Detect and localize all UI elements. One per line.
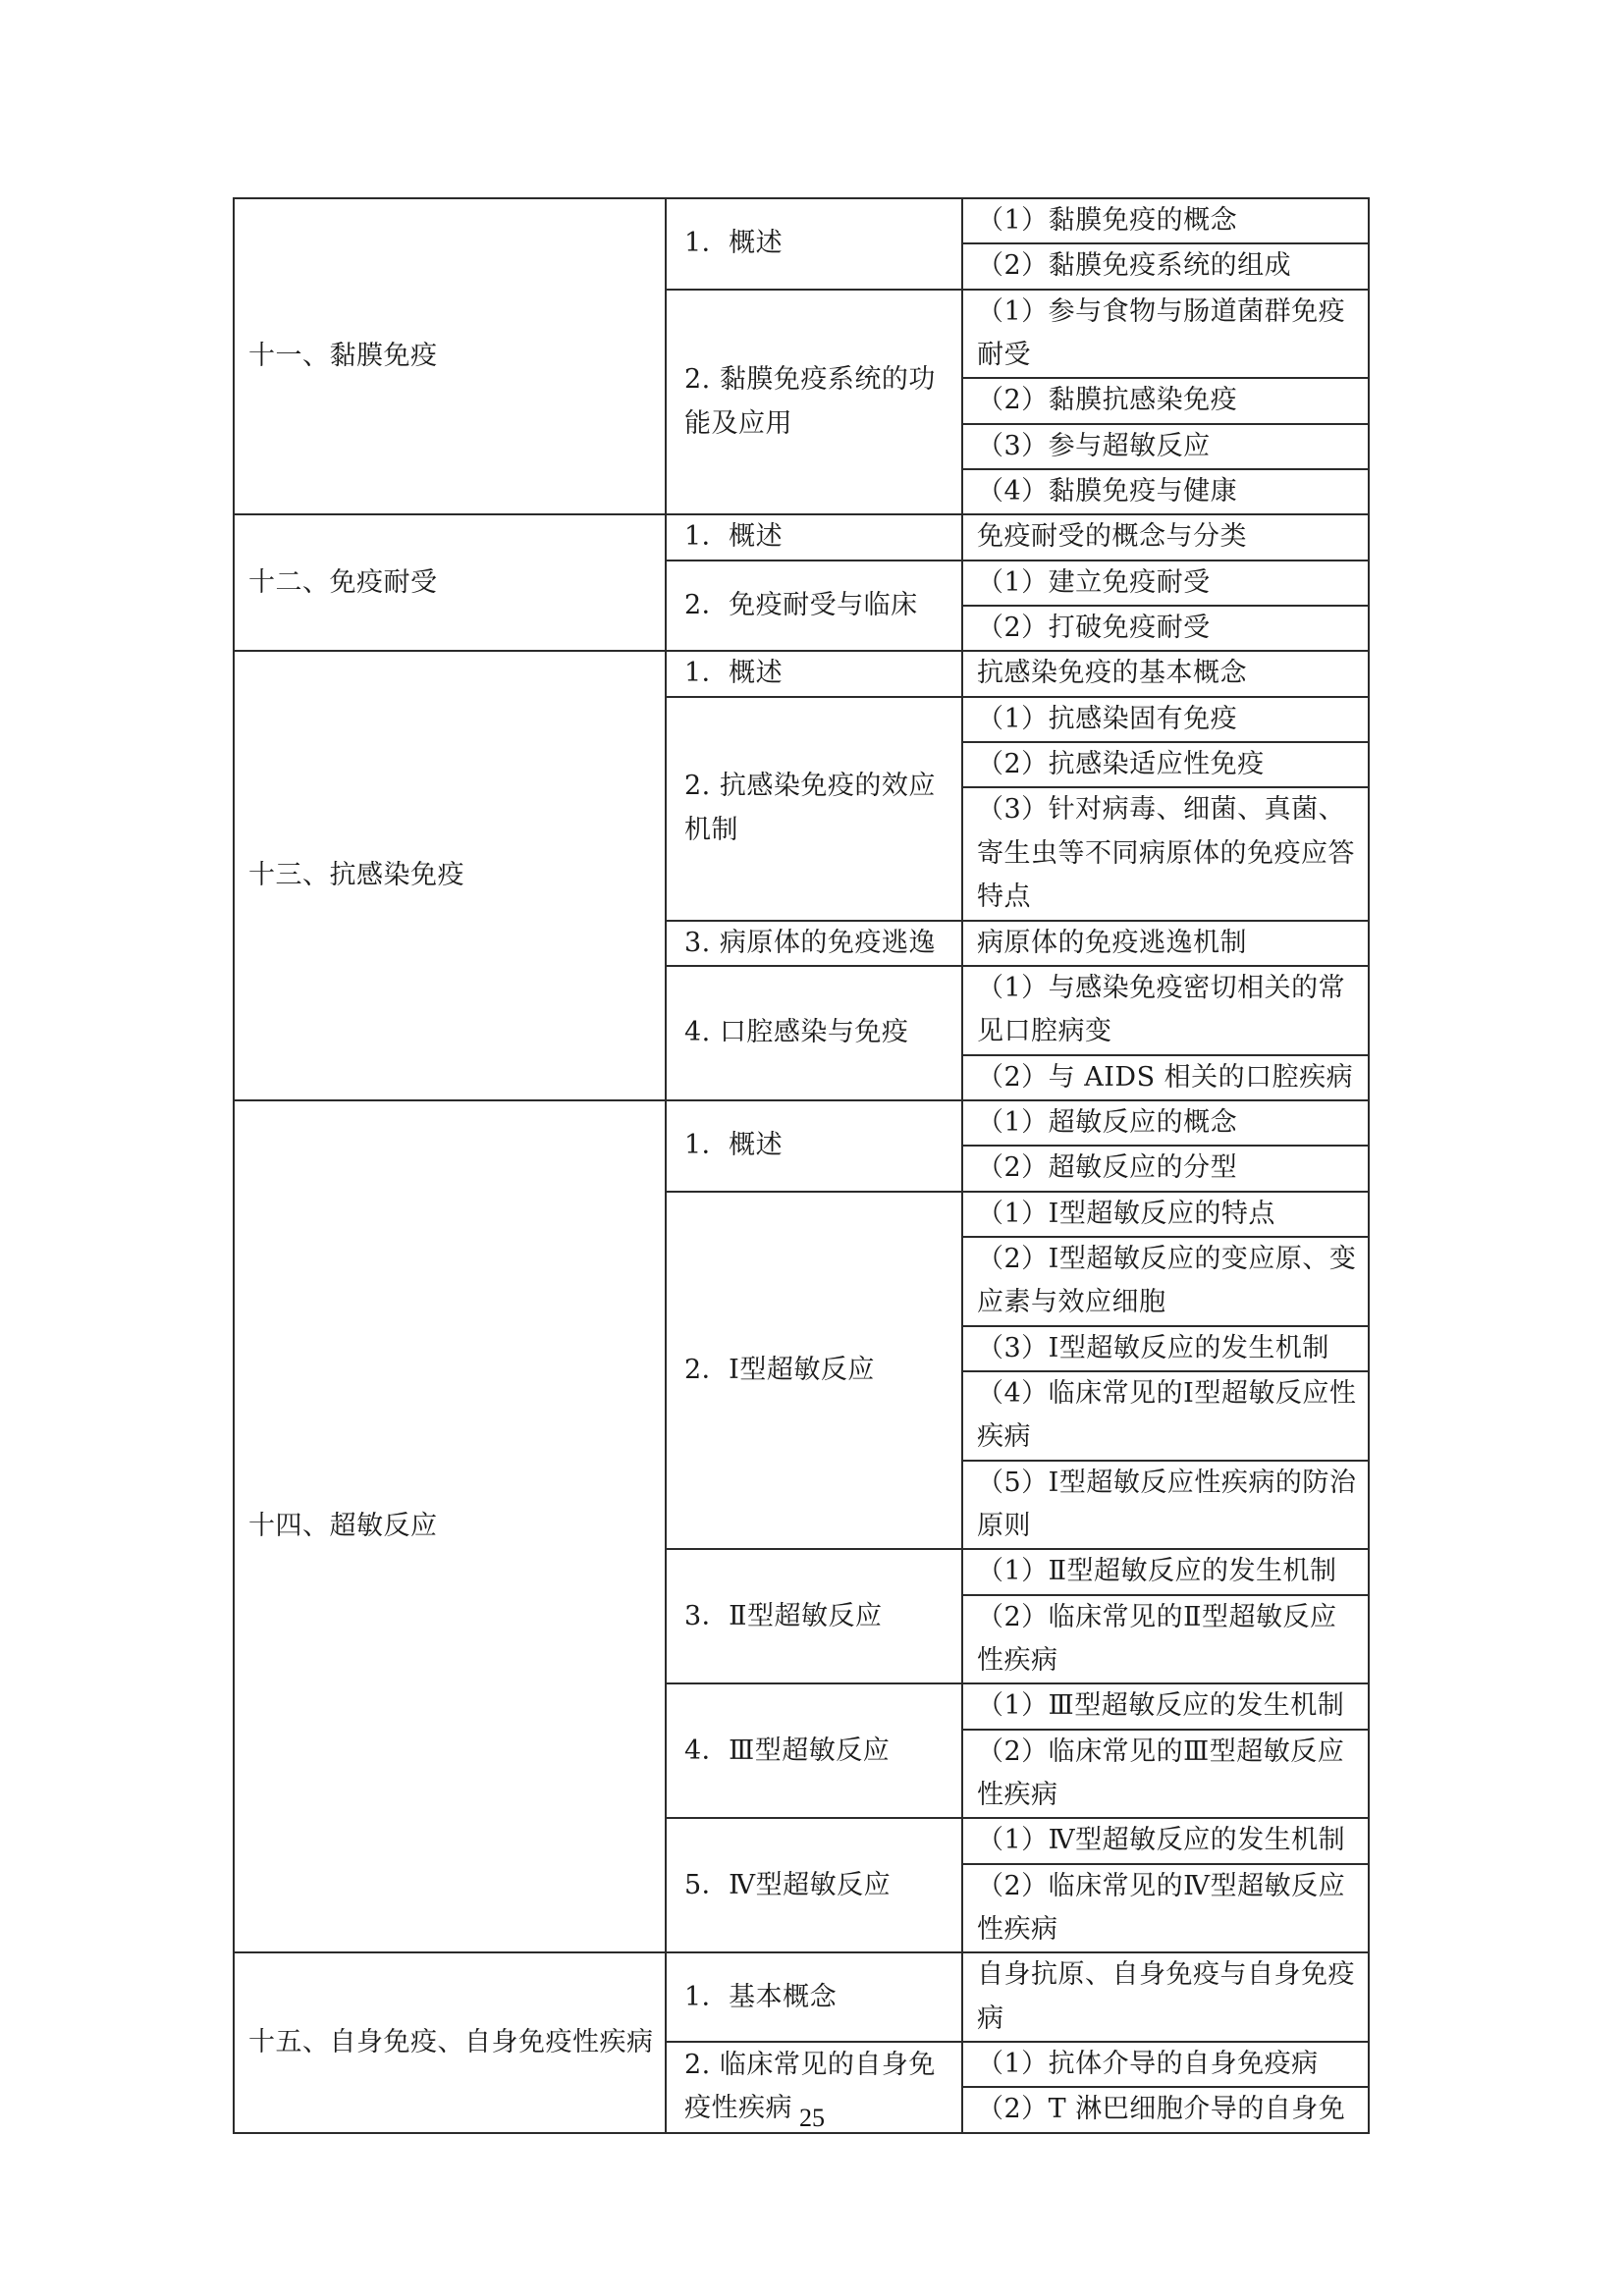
table-row (234, 1952, 1369, 2042)
content-item-cell (962, 1237, 1369, 1326)
section-title: 十四、超敏反应 (248, 1510, 438, 1541)
unit-label: 5．Ⅳ型超敏反应 (684, 1869, 892, 1900)
unit-label-cell (666, 1952, 962, 2042)
section-title-cell (234, 651, 666, 1099)
content-item-cell (962, 966, 1369, 1055)
content-item: （1）黏膜免疫的概念 (977, 205, 1238, 236)
unit-label: 2. 黏膜免疫系统的功能及应用 (684, 364, 936, 439)
unit-label-cell (666, 1100, 962, 1192)
unit-label: 1．基本概念 (684, 1981, 838, 2012)
section-title: 十一、黏膜免疫 (248, 341, 438, 372)
content-item: （1）建立免疫耐受 (977, 566, 1211, 598)
content-item: （2）与 AIDS 相关的口腔疾病 (977, 1061, 1354, 1093)
content-item: （1）Ⅳ型超敏反应的发生机制 (977, 1825, 1346, 1856)
content-item: （2）黏膜抗感染免疫 (977, 385, 1238, 416)
content-item-cell (962, 424, 1369, 469)
content-item-cell (962, 1461, 1369, 1550)
content-item: （1）超敏反应的概念 (977, 1106, 1238, 1138)
content-item: （2）打破免疫耐受 (977, 613, 1211, 644)
content-item: （2）T 淋巴细胞介导的自身免 (977, 2094, 1346, 2125)
section-title-cell (234, 514, 666, 651)
unit-label: 4．Ⅲ型超敏反应 (684, 1735, 891, 1766)
unit-label: 2．Ⅰ型超敏反应 (684, 1354, 875, 1385)
unit-label: 3. 病原体的免疫逃逸 (684, 927, 936, 958)
content-item-cell (962, 514, 1369, 560)
section-title: 十五、自身免疫、自身免疫性疾病 (248, 2026, 654, 2057)
unit-label-cell (666, 514, 962, 560)
unit-label-cell (666, 1549, 962, 1683)
section-title-cell (234, 198, 666, 514)
content-item-cell (962, 2042, 1369, 2087)
content-item: （4）黏膜免疫与健康 (977, 476, 1238, 507)
content-item-cell (962, 742, 1369, 787)
content-item: （1）抗体介导的自身免疫病 (977, 2049, 1319, 2080)
content-item-cell (962, 1326, 1369, 1371)
unit-label-cell (666, 921, 962, 966)
content-item-cell (962, 1371, 1369, 1461)
content-item-cell (962, 1595, 1369, 1684)
content-item: （2）抗感染适应性免疫 (977, 749, 1265, 780)
content-item: （3）参与超敏反应 (977, 430, 1211, 461)
unit-label-cell (666, 290, 962, 515)
content-item: （4）临床常见的Ⅰ型超敏反应性疾病 (977, 1377, 1357, 1453)
content-item-cell (962, 1055, 1369, 1100)
content-item-cell (962, 697, 1369, 742)
content-item-cell (962, 1683, 1369, 1729)
content-item: （1）Ⅰ型超敏反应的特点 (977, 1198, 1275, 1229)
content-item: （2）超敏反应的分型 (977, 1152, 1238, 1184)
content-item-cell (962, 1818, 1369, 1863)
content-item-cell (962, 1100, 1369, 1146)
section-title: 十三、抗感染免疫 (248, 859, 464, 890)
unit-label: 1．概述 (684, 1130, 784, 1161)
content-item: （2）临床常见的Ⅳ型超敏反应性疾病 (977, 1870, 1346, 1946)
content-item-cell (962, 787, 1369, 920)
content-item-cell (962, 243, 1369, 289)
content-item-cell (962, 1192, 1369, 1237)
page-number: 25 (799, 2104, 825, 2132)
content-item: （1）Ⅲ型超敏反应的发生机制 (977, 1690, 1345, 1722)
content-item: 免疫耐受的概念与分类 (977, 521, 1247, 553)
unit-label-cell (666, 561, 962, 652)
content-item: （5）Ⅰ型超敏反应性疾病的防治原则 (977, 1467, 1357, 1541)
content-item: （1）参与食物与肠道菌群免疫耐受 (977, 295, 1346, 371)
unit-label: 2. 抗感染免疫的效应机制 (684, 771, 936, 845)
content-item: （2）Ⅰ型超敏反应的变应原、变应素与效应细胞 (977, 1243, 1357, 1318)
unit-label: 2．免疫耐受与临床 (684, 589, 918, 620)
content-item-cell (962, 921, 1369, 966)
content-item: （3）Ⅰ型超敏反应的发生机制 (977, 1332, 1329, 1363)
content-item-cell (962, 378, 1369, 423)
content-item: （1）抗感染固有免疫 (977, 703, 1238, 734)
content-item-cell (962, 1730, 1369, 1819)
content-item-cell (962, 651, 1369, 696)
section-title: 十二、免疫耐受 (248, 566, 438, 598)
unit-label-cell (666, 1818, 962, 1952)
section-title-cell (234, 1100, 666, 1953)
content-item-cell (962, 561, 1369, 606)
content-item-cell (962, 1549, 1369, 1594)
unit-label: 4. 口腔感染与免疫 (684, 1017, 909, 1048)
table-row (234, 198, 1369, 243)
unit-label: 1．概述 (684, 228, 784, 259)
content-item: （1）与感染免疫密切相关的常见口腔病变 (977, 972, 1346, 1047)
syllabus-table (233, 197, 1370, 2134)
content-item: （3）针对病毒、细菌、真菌、寄生虫等不同病原体的免疫应答特点 (977, 794, 1355, 913)
unit-label-cell (666, 697, 962, 921)
syllabus-table-body (234, 198, 1369, 2133)
unit-label-cell (666, 1192, 962, 1550)
content-item-cell (962, 290, 1369, 379)
table-row (234, 1100, 1369, 1146)
content-item-cell (962, 198, 1369, 243)
content-item: （2）黏膜免疫系统的组成 (977, 250, 1292, 282)
unit-label-cell (666, 651, 962, 696)
content-item-cell (962, 469, 1369, 514)
unit-label-cell (666, 966, 962, 1100)
unit-label: 3．Ⅱ型超敏反应 (684, 1600, 883, 1631)
table-row (234, 514, 1369, 560)
content-item: （2）临床常见的Ⅱ型超敏反应性疾病 (977, 1601, 1337, 1676)
unit-label: 2. 临床常见的自身免疫性疾病 (684, 2050, 936, 2124)
content-item: 病原体的免疫逃逸机制 (977, 927, 1247, 958)
unit-label: 1．概述 (684, 521, 784, 553)
content-item-cell (962, 1864, 1369, 1953)
content-item: （2）临床常见的Ⅲ型超敏反应性疾病 (977, 1735, 1345, 1811)
unit-label-cell (666, 198, 962, 290)
unit-label-cell (666, 1683, 962, 1818)
table-row (234, 651, 1369, 696)
content-item-cell (962, 1952, 1369, 2042)
content-item: （1）Ⅱ型超敏反应的发生机制 (977, 1556, 1337, 1587)
content-item-cell (962, 1146, 1369, 1191)
content-item-cell (962, 606, 1369, 651)
content-item: 抗感染免疫的基本概念 (977, 658, 1247, 689)
unit-label: 1．概述 (684, 658, 784, 689)
content-item: 自身抗原、自身免疫与自身免疫病 (977, 1959, 1355, 2034)
